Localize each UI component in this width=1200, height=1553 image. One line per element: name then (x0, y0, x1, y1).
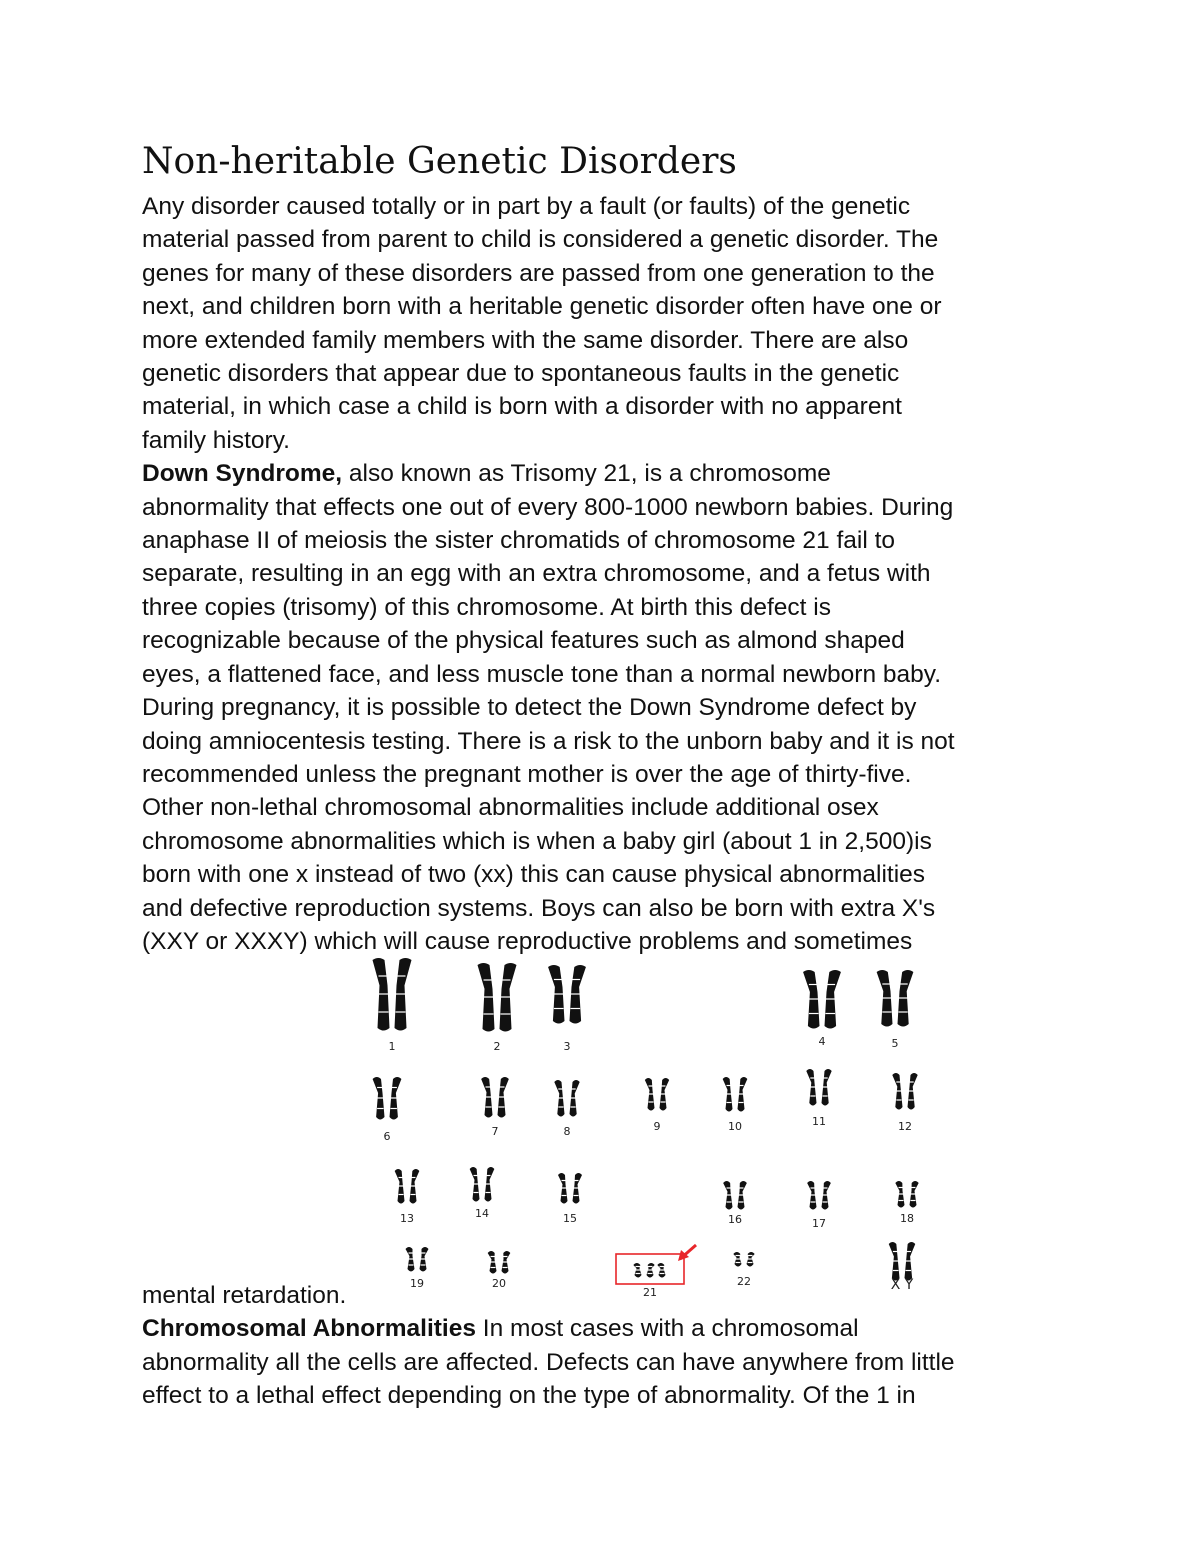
down-syndrome-heading-line (142, 457, 1072, 490)
down-syndrome-line: Other non-lethal chromosomal abnormalities include additional osex (142, 794, 879, 822)
chromosome-label-20: 20 (492, 1277, 506, 1290)
intro-line: genetic disorders that appear due to spontaneous faults in the genetic (142, 360, 900, 388)
down-syndrome-line: three copies (trisomy) of this chromosome. At birth this defect is (142, 593, 831, 621)
chromosome-label-11: 11 (812, 1115, 826, 1128)
chromosome-label-12: 12 (898, 1120, 912, 1133)
down-syndrome-line: and defective reproduction systems. Boys can also be born with extra X's (142, 894, 936, 922)
chromosome-label-2: 2 (493, 1040, 501, 1053)
chromosomal-abnormalities-heading: Chromosomal Abnormalities (142, 1315, 476, 1343)
document-body-lower (142, 1279, 1072, 1413)
karyotype-figure (362, 955, 940, 1305)
down-syndrome-line: born with one x instead of two (xx) this can cause physical abnormalities (142, 861, 926, 889)
down-syndrome-line: anaphase II of meiosis the sister chromatids of chromosome 21 fail to (142, 527, 896, 555)
chromosome-label-21: 21 (643, 1286, 657, 1299)
chromosome-label-3: 3 (563, 1040, 571, 1053)
intro-line: Any disorder caused totally or in part by a fault (or faults) of the genetic (142, 193, 911, 220)
chromosome-label-1: 1 (388, 1040, 396, 1053)
chromosomal-abnormalities-line: effect to a lethal effect depending on the type of abnormality. Of the 1 in (142, 1382, 916, 1410)
intro-line: material, in which case a child is born with a disorder with no apparent (142, 393, 902, 421)
chromosome-label-19: 19 (410, 1277, 424, 1290)
chromosome-label-13: 13 (400, 1212, 414, 1225)
chromosome-label-4: 4 (818, 1035, 826, 1048)
after-figure-line: mental retardation. (142, 1282, 347, 1309)
chromosome-label-14: 14 (475, 1207, 489, 1220)
chromosome-label-8: 8 (563, 1125, 571, 1138)
down-syndrome-line: doing amniocentesis testing. There is a risk to the unborn baby and it is not (142, 727, 955, 755)
document-body-upper (142, 190, 1072, 958)
down-syndrome-line: also known as Trisomy 21, is a chromosome (342, 460, 831, 488)
chromosomal-abnormalities-line: In most cases with a chromosomal (475, 1315, 859, 1343)
chromosome-label-6: 6 (383, 1130, 391, 1143)
intro-line: more extended family members with the same disorder. There are also (142, 326, 909, 354)
chromosome-label-9: 9 (653, 1120, 661, 1133)
down-syndrome-line: eyes, a flattened face, and less muscle tone than a normal newborn baby. (142, 660, 942, 688)
chromosome-label-XY: X Y (890, 1277, 914, 1293)
down-syndrome-line: chromosome abnormalities which is when a baby girl (about 1 in 2,500)is (142, 827, 932, 855)
chromosome-label-22: 22 (737, 1275, 751, 1288)
chromosome-label-7: 7 (491, 1125, 499, 1138)
chromosome-label-17: 17 (812, 1217, 826, 1230)
chromosome-label-16: 16 (728, 1213, 742, 1226)
chromosome-label-5: 5 (891, 1037, 899, 1050)
down-syndrome-line: recommended unless the pregnant mother is over the age of thirty-five. (142, 760, 912, 788)
intro-line: family history. (142, 426, 290, 454)
intro-line: genes for many of these disorders are passed from one generation to the (142, 259, 935, 287)
chromosomal-abnormalities-line: abnormality all the cells are affected. Defects can have anywhere from little (142, 1348, 955, 1376)
down-syndrome-heading: Down Syndrome, (142, 460, 343, 488)
intro-line: next, and children born with a heritable genetic disorder often have one or (142, 293, 942, 321)
chromosomal-abnormalities-heading-line (142, 1312, 1072, 1345)
down-syndrome-line: abnormality that effects one out of every 800-1000 newborn babies. During (142, 493, 954, 521)
page-title: Non-heritable Genetic Disorders (142, 141, 737, 182)
chromosome-label-18: 18 (900, 1212, 914, 1225)
intro-line: material passed from parent to child is considered a genetic disorder. The (142, 226, 939, 254)
down-syndrome-line: separate, resulting in an egg with an extra chromosome, and a fetus with (142, 560, 931, 588)
down-syndrome-line: During pregnancy, it is possible to detect the Down Syndrome defect by (142, 694, 917, 722)
chromosome-label-15: 15 (563, 1212, 577, 1225)
chromosome-label-10: 10 (728, 1120, 742, 1133)
down-syndrome-line: recognizable because of the physical features such as almond shaped (142, 627, 905, 655)
down-syndrome-line: (XXY or XXXY) which will cause reproductive problems and sometimes (142, 927, 913, 955)
